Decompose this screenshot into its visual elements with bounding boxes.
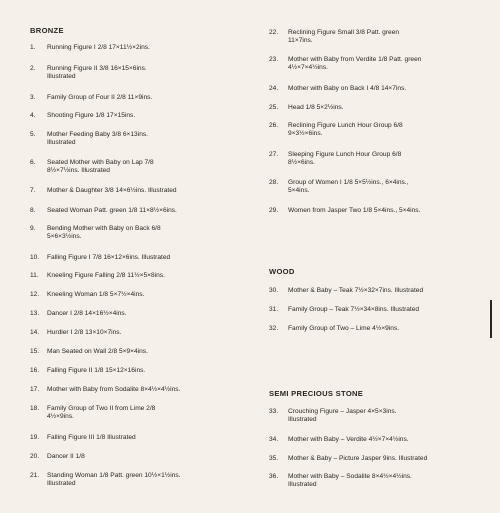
list-item [30,310,127,318]
item-text: Kneeling Woman 1/8 5×7½×4ins. [47,291,145,298]
item-number: 11. [30,272,39,279]
item-text: Reclining Figure Lunch Hour Group 6/8 9×3½×6ins. [288,122,403,138]
list-item [30,405,155,422]
list-item [269,408,397,425]
list-item [30,291,144,299]
item-number: 25. [269,104,279,111]
item-text: Seated Woman Patt. green 1/8 11×8½×6ins. [47,207,177,214]
item-number: 9. [30,225,36,232]
item-number: 4. [30,112,36,119]
item-number: 3. [30,94,36,101]
item-number: 15. [30,348,40,355]
item-text: Women from Jasper Two 1/8 5×4ins., 5×4ins. [288,207,421,214]
list-item [30,44,150,52]
item-number: 21. [30,472,40,479]
item-number: 7. [30,187,36,194]
item-text: Shooting Figure 1/8 17×15ins. [47,112,136,119]
list-item [30,254,170,262]
item-text: Family Group – Teak 7½×34×8ins. Illustrated [288,306,420,313]
list-item [269,436,409,444]
list-item [269,179,408,196]
item-number: 10. [30,254,40,261]
item-text: Group of Women I 1/8 5×5½ins., 6×4ins., 5×4ins. [288,179,409,195]
list-item [30,159,154,176]
list-item [30,348,148,356]
item-number: 28. [269,179,279,186]
bronze-heading: BRONZE [30,26,64,35]
list-item [30,386,180,394]
item-text: Mother Feeding Baby 3/8 6×13ins. Illustrated [47,131,148,147]
list-item [269,455,427,463]
list-item [269,325,399,333]
item-number: 36. [269,473,279,480]
item-text: Seated Mother with Baby on Lap 7/8 8½×7½ins. Illustrated [47,159,154,175]
list-item [269,56,421,73]
item-text: Mother & Baby – Teak 7½×32×7ins. Illustrated [288,287,424,294]
list-item [30,434,136,442]
item-text: Running Figure I 2/8 17×11½×2ins. [47,44,150,51]
item-text: Dancer II 1/8 [47,453,85,460]
list-item [30,367,145,375]
list-item [30,65,147,82]
item-number: 13. [30,310,40,317]
list-item [269,85,406,93]
item-text: Family Group of Two II from Lime 2/8 4½×9ins. [47,405,156,421]
item-text: Mother & Daughter 3/8 14×6½ins. Illustrated [47,187,177,194]
item-text: Falling Figure III 1/8 Illustrated [47,434,136,441]
list-item [30,112,135,120]
item-text: Man Seated on Wall 2/8 5×9×4ins. [47,348,148,355]
item-text: Mother with Baby – Sodalite 8×4½×4½ins. Illustrated [288,473,412,489]
item-text: Head 1/8 5×2½ins. [288,104,344,111]
list-item [269,207,420,215]
item-number: 5. [30,131,36,138]
item-number: 19. [30,434,40,441]
item-number: 6. [30,159,36,166]
item-text: Standing Woman 1/8 Patt. green 10½×1½ins. Illustrated [47,472,181,488]
item-text: Falling Figure I 7/8 16×12×6ins. Illustrated [47,254,171,261]
list-item [30,453,85,461]
stone-heading: SEMI PRECIOUS STONE [269,389,364,398]
item-number: 27. [269,151,279,158]
item-text: Falling Figure II 1/8 15×12×16ins. [47,367,146,374]
list-item [30,272,165,280]
list-item [30,94,152,102]
item-number: 22. [269,29,279,36]
item-number: 33. [269,408,279,415]
item-text: Running Figure II 3/8 16×15×6ins. Illustrated [47,65,147,81]
item-number: 35. [269,455,279,462]
item-text: Mother & Baby – Picture Jasper 9ins. Illustrated [288,455,428,462]
item-number: 32. [269,325,279,332]
list-item [30,207,177,215]
item-number: 8. [30,207,36,214]
list-item [269,122,403,139]
list-item [269,473,412,490]
item-number: 26. [269,122,279,129]
item-number: 31. [269,306,279,313]
list-item [269,306,419,314]
item-number: 29. [269,207,279,214]
item-text: Mother with Baby – Verdite 4½×7×4½ins. [288,436,409,443]
item-text: Hurdler I 2/8 13×10×7ins. [47,329,122,336]
item-number: 30. [269,287,279,294]
page-edge-mark [490,300,492,338]
item-text: Mother with Baby from Sodalite 8×4½×4½ins. [47,386,181,393]
list-item [269,29,399,46]
item-number: 18. [30,405,40,412]
list-item [269,151,401,168]
item-text: Mother with Baby on Back I 4/8 14×7ins. [288,85,407,92]
item-number: 12. [30,291,40,298]
item-number: 14. [30,329,40,336]
item-text: Mother with Baby from Verdite 1/8 Patt. green 4½×7×4½ins. [288,56,422,72]
list-item [269,287,423,295]
item-text: Bending Mother with Baby on Back 6/8 5×6×3½ins. [47,225,161,241]
item-number: 34. [269,436,279,443]
list-item [269,104,344,112]
item-number: 16. [30,367,40,374]
list-item [30,131,148,148]
item-text: Crouching Figure – Jasper 4×5×3ins. Illustrated [288,408,397,424]
wood-heading: WOOD [269,267,295,276]
item-number: 17. [30,386,40,393]
item-text: Family Group of Four II 2/8 11×9ins. [47,94,153,101]
item-text: Sleeping Figure Lunch Hour Group 6/8 8½×6ins. [288,151,402,167]
item-number: 20. [30,453,40,460]
list-item [30,329,121,337]
item-text: Dancer I 2/8 14×16½×4ins. [47,310,127,317]
list-item [30,187,177,195]
item-number: 23. [269,56,279,63]
item-number: 2. [30,65,36,72]
item-text: Kneeling Figure Falling 2/8 11½×5×8ins. [47,272,165,279]
list-item [30,472,181,489]
item-number: 24. [269,85,279,92]
item-number: 1. [30,44,36,51]
item-text: Family Group of Two – Lime 4½×9ins. [288,325,400,332]
list-item [30,225,161,242]
item-text: Reclining Figure Small 3/8 Patt. green 11×7ins. [288,29,400,45]
